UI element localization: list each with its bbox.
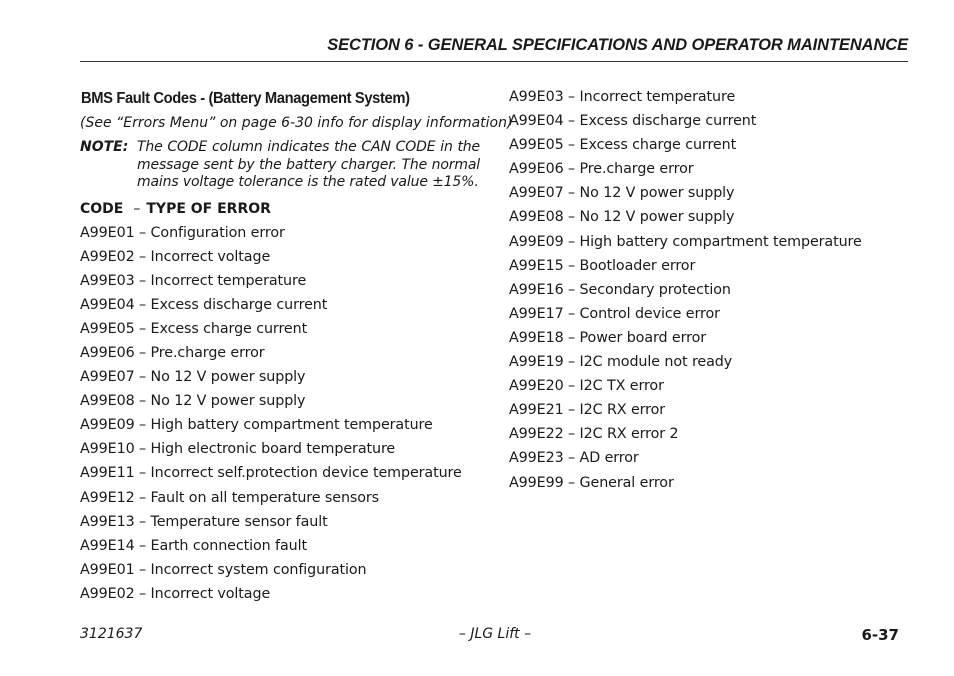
code-dash: – xyxy=(133,200,141,217)
document-number: 3121637 xyxy=(80,626,143,642)
fault-code-item: A99E18 – Power board error xyxy=(509,329,707,346)
type-of-error-label: TYPE OF ERROR xyxy=(146,200,271,217)
left-fault-code-list xyxy=(80,221,480,607)
note-text: The CODE column indicates the CAN CODE in the message sent by the battery charger. The normal mains voltage tolerance is the rated value ±15%. xyxy=(137,139,480,190)
fault-code-item: A99E21 – I2C RX error xyxy=(509,402,666,419)
fault-code-item: A99E09 – High battery compartment temperature xyxy=(80,417,433,434)
fault-code-item: A99E01 – Configuration error xyxy=(80,224,285,241)
page-number: 6-37 xyxy=(861,626,899,644)
fault-code-item: A99E07 – No 12 V power supply xyxy=(509,185,735,202)
note-block xyxy=(80,139,480,192)
fault-code-item: A99E17 – Control device error xyxy=(509,305,720,322)
fault-code-item: A99E07 – No 12 V power supply xyxy=(80,369,306,386)
fault-code-item: A99E22 – I2C RX error 2 xyxy=(509,426,679,443)
fault-code-item: A99E04 – Excess discharge current xyxy=(509,113,757,130)
fault-code-item: A99E20 – I2C TX error xyxy=(509,378,664,395)
section-heading: BMS Fault Codes - (Battery Management System) xyxy=(81,90,410,107)
fault-code-item: A99E03 – Incorrect temperature xyxy=(509,89,736,105)
fault-code-item: A99E03 – Incorrect temperature xyxy=(80,272,307,289)
fault-code-item: A99E06 – Pre.charge error xyxy=(509,161,694,178)
fault-code-item: A99E12 – Fault on all temperature sensors xyxy=(80,489,380,506)
header-rule xyxy=(80,61,908,62)
footer-brand: – JLG Lift – xyxy=(458,626,532,642)
fault-code-item: A99E13 – Temperature sensor fault xyxy=(80,513,328,530)
see-reference-note: (See “Errors Menu” on page 6-30 info for display information) xyxy=(80,115,513,131)
fault-code-item: A99E02 – Incorrect voltage xyxy=(80,248,271,265)
note-label: NOTE: xyxy=(80,139,129,155)
fault-code-item: A99E06 – Pre.charge error xyxy=(80,344,265,361)
left-column xyxy=(80,86,513,606)
fault-code-item: A99E14 – Earth connection fault xyxy=(80,537,307,554)
fault-code-item: A99E09 – High battery compartment temperature xyxy=(509,233,862,250)
fault-code-item: A99E04 – Excess discharge current xyxy=(80,296,328,313)
fault-code-item: A99E05 – Excess charge current xyxy=(80,320,308,337)
fault-code-item: A99E01 – Incorrect system configuration xyxy=(80,561,367,578)
code-column-header xyxy=(80,197,480,221)
fault-code-item: A99E23 – AD error xyxy=(509,450,639,467)
fault-code-item: A99E15 – Bootloader error xyxy=(509,257,696,274)
fault-code-item: A99E02 – Incorrect voltage xyxy=(80,585,271,602)
right-column xyxy=(509,86,909,495)
fault-code-item: A99E19 – I2C module not ready xyxy=(509,354,733,371)
fault-code-item: A99E08 – No 12 V power supply xyxy=(80,393,306,410)
section-header: SECTION 6 - GENERAL SPECIFICATIONS AND OPERATOR MAINTENANCE xyxy=(327,36,908,54)
code-label: CODE xyxy=(80,200,124,217)
fault-code-item: A99E11 – Incorrect self.protection device temperature xyxy=(80,465,462,482)
fault-code-item: A99E10 – High electronic board temperature xyxy=(80,441,396,458)
fault-code-item: A99E05 – Excess charge current xyxy=(509,137,737,154)
fault-code-item: A99E08 – No 12 V power supply xyxy=(509,209,735,226)
fault-code-item: A99E16 – Secondary protection xyxy=(509,281,731,298)
right-fault-code-list xyxy=(509,85,909,495)
fault-code-item: A99E99 – General error xyxy=(509,474,674,491)
